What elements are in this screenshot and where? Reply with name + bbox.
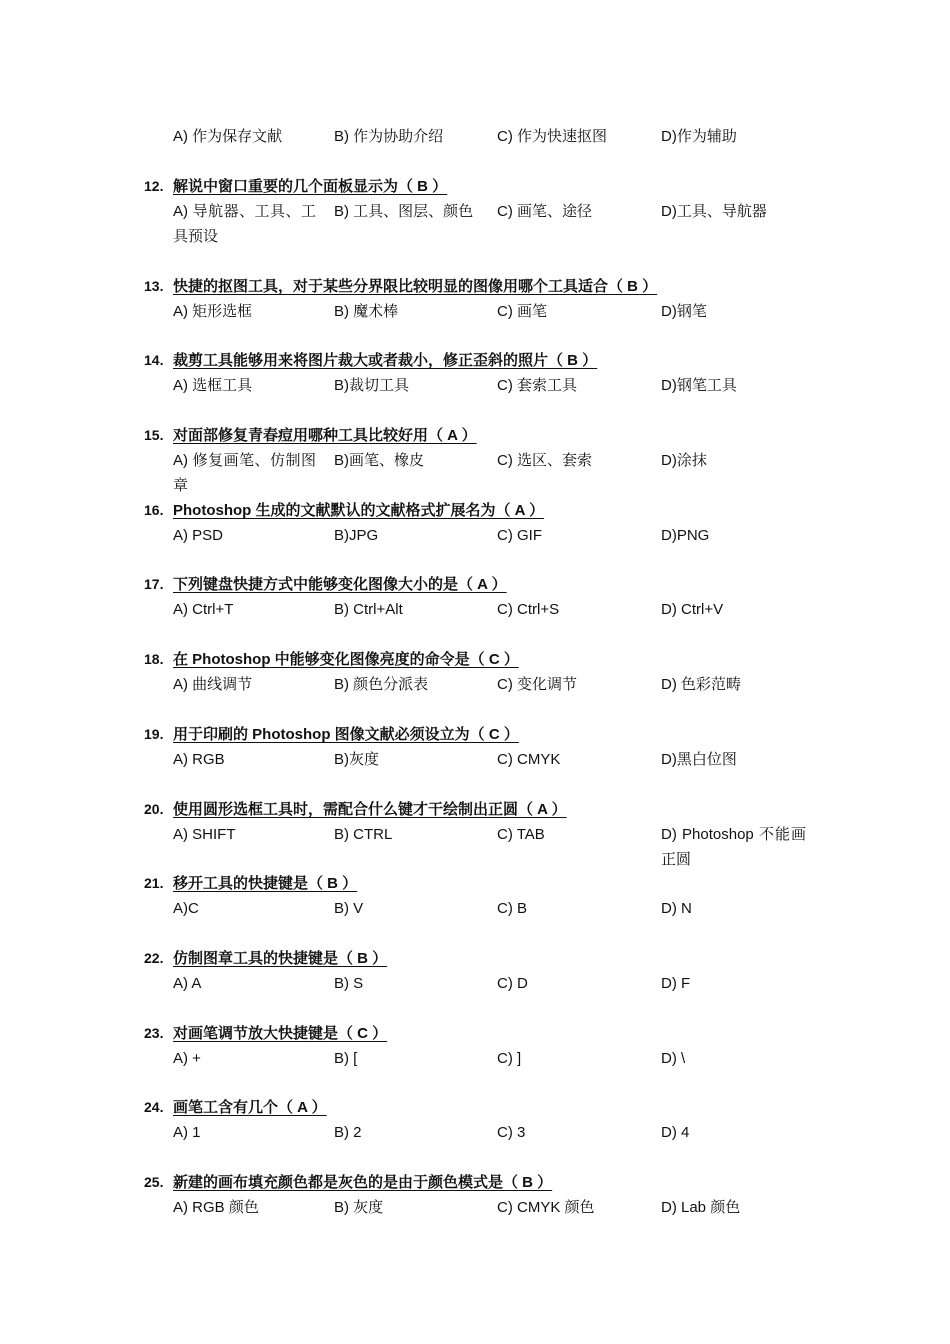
question-15-options (0, 448, 950, 494)
question-text: 在 Photoshop 中能够变化图像亮度的命令是（ C ） (173, 651, 519, 668)
option-c: C) 画笔 (497, 303, 547, 320)
question-number: 20. (144, 801, 164, 817)
question-number: 24. (144, 1099, 164, 1115)
option-d: D)黑白位图 (661, 751, 737, 768)
option-b: B) 魔术棒 (334, 303, 399, 320)
option-a: A) RGB (173, 751, 225, 768)
option-b: B) 2 (334, 1124, 362, 1141)
option-a: A) 曲线调节 (173, 676, 253, 693)
question-text: 画笔工含有几个（ A ） (173, 1099, 327, 1116)
question-23-options (0, 1046, 950, 1071)
option-b: B) [ (334, 1050, 358, 1067)
question-14-options (0, 373, 950, 398)
option-c: C) ] (497, 1050, 522, 1067)
question-text: 对面部修复青春痘用哪种工具比较好用（ A ） (173, 427, 477, 444)
question-text: 下列键盘快捷方式中能够变化图像大小的是（ A ） (173, 576, 507, 593)
question-text: 快捷的抠图工具，对于某些分界限比较明显的图像用哪个工具适合（ B ） (173, 278, 658, 295)
option-b: B) 工具、图层、颜色 (334, 203, 474, 220)
option-b: B) Ctrl+Alt (334, 601, 403, 618)
option-c: C) TAB (497, 826, 545, 843)
option-a: A) 作为保存文献 (173, 128, 283, 145)
question-20-options (0, 822, 950, 868)
question-number: 14. (144, 352, 164, 368)
question-22-options (0, 971, 950, 996)
option-a: A) 选框工具 (173, 377, 253, 394)
option-d: D)作为辅助 (661, 128, 737, 145)
question-12-options (0, 199, 950, 245)
question-24 (0, 1095, 950, 1120)
question-21 (0, 871, 950, 896)
option-a: A) + (173, 1050, 201, 1067)
option-c: C) 作为快速抠图 (497, 128, 607, 145)
question-25-options (0, 1195, 950, 1220)
question-text: 用于印刷的 Photoshop 图像文献必须设立为（ C ） (173, 726, 519, 743)
question-14 (0, 348, 950, 373)
option-a: A) 矩形选框 (173, 303, 253, 320)
question-text: 新建的画布填充颜色都是灰色的是由于颜色模式是（ B ） (173, 1174, 553, 1191)
option-b: B) 灰度 (334, 1199, 384, 1216)
option-b: B)裁切工具 (334, 377, 410, 394)
option-c: C) CMYK 颜色 (497, 1199, 595, 1216)
question-text: 对画笔调节放大快捷键是（ C ） (173, 1025, 388, 1042)
option-c: C) D (497, 975, 528, 992)
option-c: C) 选区、套索 (497, 452, 592, 469)
question-text: 移开工具的快捷键是（ B ） (173, 875, 358, 892)
option-b: B)JPG (334, 527, 379, 544)
question-15 (0, 423, 950, 448)
question-16-options (0, 523, 950, 548)
option-d: D) \ (661, 1050, 686, 1067)
question-number: 19. (144, 726, 164, 742)
option-b: B)画笔、橡皮 (334, 452, 425, 469)
question-number: 13. (144, 278, 164, 294)
question-number: 22. (144, 950, 164, 966)
option-c: C) CMYK (497, 751, 561, 768)
option-c: C) 套索工具 (497, 377, 577, 394)
option-b: B) S (334, 975, 364, 992)
option-d: D) F (661, 975, 691, 992)
question-17-options (0, 597, 950, 622)
question-16 (0, 498, 950, 523)
question-text: 解说中窗口重要的几个面板显示为（ B ） (173, 178, 448, 195)
question-text: 使用圆形选框工具时，需配合什么键才干绘制出正圆（ A ） (173, 801, 567, 818)
option-a: A) 1 (173, 1124, 201, 1141)
option-d: D) 色彩范畴 (661, 676, 741, 693)
option-c: C) 3 (497, 1124, 526, 1141)
question-number: 18. (144, 651, 164, 667)
option-a: A) A (173, 975, 202, 992)
option-d: D) Lab 颜色 (661, 1199, 741, 1216)
question-number: 21. (144, 875, 164, 891)
option-c: C) GIF (497, 527, 542, 544)
option-d: D) 4 (661, 1124, 690, 1141)
option-b: B) V (334, 900, 364, 917)
question-13 (0, 274, 950, 299)
question-number: 23. (144, 1025, 164, 1041)
option-a: A) 导航器、工具、工具预设 (173, 203, 316, 245)
option-a: A) PSD (173, 527, 224, 544)
option-a: A)C (173, 900, 199, 917)
option-b: B) CTRL (334, 826, 393, 843)
question-text: 仿制图章工具的快捷键是（ B ） (173, 950, 388, 967)
question-20 (0, 797, 950, 822)
option-d: D)PNG (661, 527, 710, 544)
question-19-options (0, 747, 950, 772)
option-c: C) B (497, 900, 527, 917)
question-number: 17. (144, 576, 164, 592)
option-d: D)工具、导航器 (661, 203, 767, 220)
option-a: A) 修复画笔、仿制图章 (173, 452, 316, 494)
option-a: A) RGB 颜色 (173, 1199, 259, 1216)
question-23 (0, 1021, 950, 1046)
question-18-options (0, 672, 950, 697)
option-c: C) Ctrl+S (497, 601, 560, 618)
question-text: Photoshop 生成的文献默认的文献格式扩展名为（ A ） (173, 502, 545, 519)
question-number: 25. (144, 1174, 164, 1190)
option-b: B)灰度 (334, 751, 380, 768)
question-25 (0, 1170, 950, 1195)
question-number: 16. (144, 502, 164, 518)
option-d: D) N (661, 900, 692, 917)
option-b: B) 颜色分派表 (334, 676, 429, 693)
option-d: D)钢笔 (661, 303, 707, 320)
option-a: A) Ctrl+T (173, 601, 234, 618)
question-24-options (0, 1120, 950, 1145)
question-12 (0, 174, 950, 199)
question-17 (0, 572, 950, 597)
question-19 (0, 722, 950, 747)
question-22 (0, 946, 950, 971)
question-21-options (0, 896, 950, 921)
option-a: A) SHIFT (173, 826, 236, 843)
q11-options (0, 124, 950, 149)
option-d: D) Ctrl+V (661, 601, 724, 618)
question-18 (0, 647, 950, 672)
option-c: C) 变化调节 (497, 676, 577, 693)
question-text: 裁剪工具能够用来将图片裁大或者裁小，修正歪斜的照片（ B ） (173, 352, 598, 369)
option-d: D) Photoshop 不能画正圆 (661, 826, 806, 868)
option-c: C) 画笔、途径 (497, 203, 592, 220)
option-d: D)涂抹 (661, 452, 707, 469)
question-number: 12. (144, 178, 164, 194)
option-b: B) 作为协助介绍 (334, 128, 444, 145)
question-13-options (0, 299, 950, 324)
question-number: 15. (144, 427, 164, 443)
option-d: D)钢笔工具 (661, 377, 737, 394)
